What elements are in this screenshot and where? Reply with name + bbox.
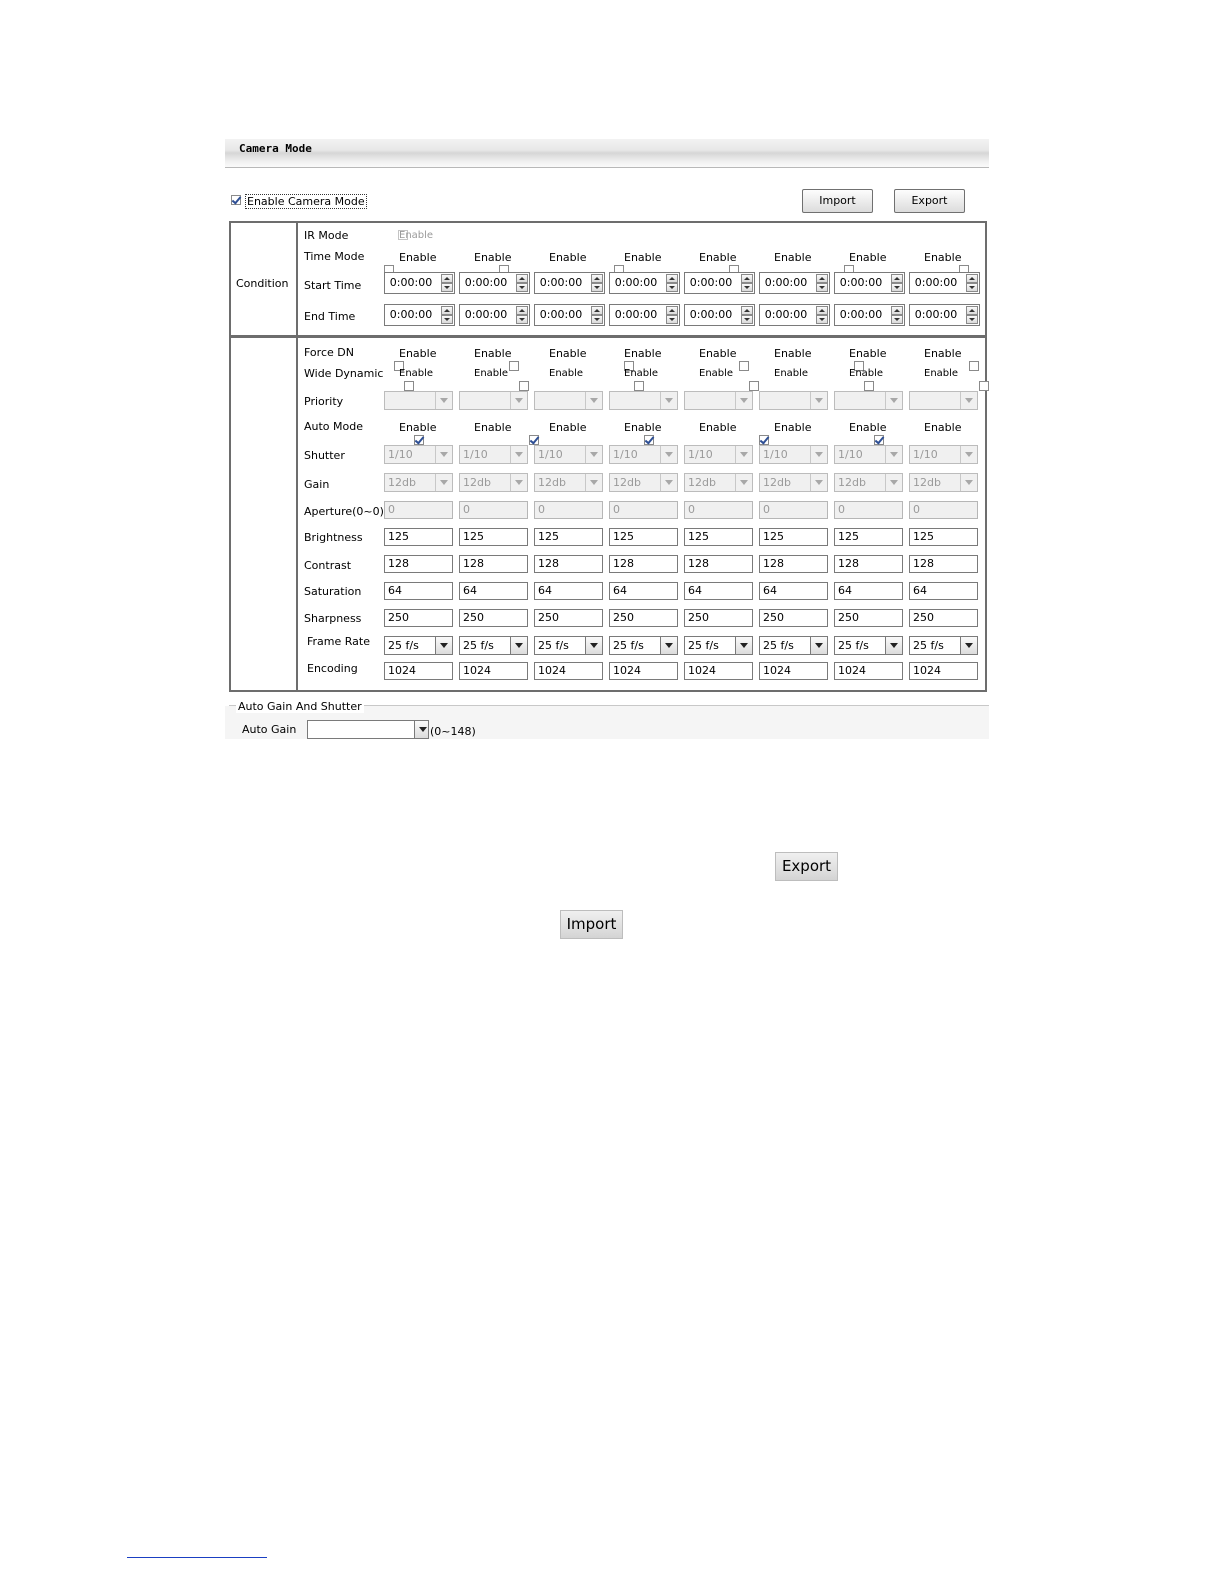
priority-8-select <box>909 391 978 410</box>
sharpness-6-field[interactable]: 250 <box>759 609 828 627</box>
saturation-1-field[interactable]: 64 <box>384 582 453 600</box>
time-mode-4-enable-label: Enable <box>624 251 662 264</box>
camera-mode-panel <box>225 139 989 739</box>
priority-3-select <box>534 391 603 410</box>
spin-up-icon[interactable] <box>816 274 828 283</box>
time-mode-7-enable-label: Enable <box>849 251 887 264</box>
chevron-down-icon[interactable] <box>585 637 602 654</box>
start-time-2-value[interactable]: 0:00:00 <box>464 276 508 289</box>
start-time-6-value[interactable]: 0:00:00 <box>764 276 808 289</box>
force-dn-3-enable-label: Enable <box>549 347 587 360</box>
spin-up-icon[interactable] <box>591 274 603 283</box>
frame-rate-8-value: 25 f/s <box>913 639 944 652</box>
time-mode-6-enable-label: Enable <box>774 251 812 264</box>
spin-up-icon[interactable] <box>891 274 903 283</box>
contrast-7-field[interactable]: 128 <box>834 555 903 573</box>
gain-7-value: 12db <box>838 476 866 489</box>
spin-down-icon[interactable] <box>741 315 753 324</box>
spin-up-icon[interactable] <box>591 306 603 315</box>
contrast-4-field[interactable]: 128 <box>609 555 678 573</box>
shutter-8-select <box>909 445 978 464</box>
aperture-2-field: 0 <box>459 501 528 519</box>
encoding-1-field[interactable]: 1024 <box>384 662 453 680</box>
auto-gain-range: (0~148) <box>430 725 476 738</box>
chevron-down-icon <box>960 474 977 491</box>
chevron-down-icon[interactable] <box>810 637 827 654</box>
saturation-4-field[interactable]: 64 <box>609 582 678 600</box>
force-dn-8-enable-label: Enable <box>924 347 962 360</box>
spin-down-icon[interactable] <box>666 315 678 324</box>
encoding-8-field[interactable]: 1024 <box>909 662 978 680</box>
aperture-1-field: 0 <box>384 501 453 519</box>
contrast-2-field[interactable]: 128 <box>459 555 528 573</box>
saturation-3-field[interactable]: 64 <box>534 582 603 600</box>
row-label-priority: Priority <box>304 395 344 408</box>
start-time-4-value[interactable]: 0:00:00 <box>614 276 658 289</box>
row-label-saturation: Saturation <box>304 585 362 598</box>
shutter-2-value: 1/10 <box>463 448 488 461</box>
shutter-5-value: 1/10 <box>688 448 713 461</box>
time-mode-3-enable-label: Enable <box>549 251 587 264</box>
chevron-down-icon <box>435 446 452 463</box>
brightness-1-field[interactable]: 125 <box>384 528 453 546</box>
start-time-8-value[interactable]: 0:00:00 <box>914 276 958 289</box>
row-label-encoding: Encoding <box>307 662 358 675</box>
end-time-2-spinbox[interactable] <box>459 304 530 326</box>
time-mode-5-enable-label: Enable <box>699 251 737 264</box>
brightness-5-field[interactable]: 125 <box>684 528 753 546</box>
frame-rate-2-select[interactable] <box>459 636 528 655</box>
saturation-8-field[interactable]: 64 <box>909 582 978 600</box>
auto-mode-2-checkbox[interactable] <box>529 435 539 445</box>
spin-up-icon[interactable] <box>966 274 978 283</box>
saturation-2-field[interactable]: 64 <box>459 582 528 600</box>
gain-5-select <box>684 473 753 492</box>
chevron-down-icon <box>435 474 452 491</box>
footer-link-underline[interactable] <box>127 1557 267 1558</box>
frame-rate-1-value: 25 f/s <box>388 639 419 652</box>
shutter-4-select <box>609 445 678 464</box>
shutter-1-select <box>384 445 453 464</box>
force-dn-6-enable-label: Enable <box>774 347 812 360</box>
frame-rate-6-select[interactable] <box>759 636 828 655</box>
wide-dynamic-2-checkbox[interactable] <box>519 381 529 391</box>
contrast-6-field[interactable]: 128 <box>759 555 828 573</box>
row-label-contrast: Contrast <box>304 559 352 572</box>
wide-dynamic-4-checkbox[interactable] <box>749 381 759 391</box>
frame-rate-7-select[interactable] <box>834 636 903 655</box>
wide-dynamic-2-enable-label: Enable <box>474 368 509 379</box>
spin-up-icon[interactable] <box>741 306 753 315</box>
chevron-down-icon <box>510 446 527 463</box>
wide-dynamic-1-enable-label: Enable <box>399 368 434 379</box>
gain-8-value: 12db <box>913 476 941 489</box>
spin-down-icon[interactable] <box>591 315 603 324</box>
import-button[interactable]: Import <box>802 189 873 213</box>
chevron-down-icon[interactable] <box>510 637 527 654</box>
spin-down-icon[interactable] <box>891 315 903 324</box>
spin-down-icon[interactable] <box>591 283 603 292</box>
end-time-3-spinbox[interactable] <box>534 304 605 326</box>
gain-1-value: 12db <box>388 476 416 489</box>
shutter-3-value: 1/10 <box>538 448 563 461</box>
chevron-down-icon <box>510 474 527 491</box>
frame-rate-7-value: 25 f/s <box>838 639 869 652</box>
auto-gain-group-legend: Auto Gain And Shutter <box>238 700 362 713</box>
enable-camera-mode-label[interactable]: Enable Camera Mode <box>247 195 365 208</box>
row-label-auto-mode: Auto Mode <box>304 420 364 433</box>
frame-rate-8-select[interactable] <box>909 636 978 655</box>
start-time-7-spinbox[interactable] <box>834 272 905 294</box>
spin-down-icon[interactable] <box>441 315 453 324</box>
contrast-3-field[interactable]: 128 <box>534 555 603 573</box>
force-dn-2-checkbox[interactable] <box>509 361 519 371</box>
end-time-3-value[interactable]: 0:00:00 <box>539 308 583 321</box>
spin-up-icon[interactable] <box>666 274 678 283</box>
spin-down-icon[interactable] <box>816 315 828 324</box>
brightness-7-field[interactable]: 125 <box>834 528 903 546</box>
spin-down-icon[interactable] <box>516 315 528 324</box>
priority-6-select <box>759 391 828 410</box>
spin-up-icon[interactable] <box>516 306 528 315</box>
force-dn-4-checkbox[interactable] <box>739 361 749 371</box>
chevron-down-icon <box>960 446 977 463</box>
encoding-3-field[interactable]: 1024 <box>534 662 603 680</box>
encoding-6-field[interactable]: 1024 <box>759 662 828 680</box>
frame-rate-5-value: 25 f/s <box>688 639 719 652</box>
frame-rate-3-select[interactable] <box>534 636 603 655</box>
gain-6-value: 12db <box>763 476 791 489</box>
wide-dynamic-6-checkbox[interactable] <box>979 381 989 391</box>
chevron-down-icon <box>585 446 602 463</box>
auto-mode-3-enable-label: Enable <box>549 421 587 434</box>
gain-2-select <box>459 473 528 492</box>
sharpness-1-field[interactable]: 250 <box>384 609 453 627</box>
spin-down-icon[interactable] <box>666 283 678 292</box>
chevron-down-icon <box>660 446 677 463</box>
aperture-3-field: 0 <box>534 501 603 519</box>
gain-2-value: 12db <box>463 476 491 489</box>
force-dn-5-enable-label: Enable <box>699 347 737 360</box>
end-time-1-spinbox[interactable] <box>384 304 455 326</box>
chevron-down-icon <box>735 474 752 491</box>
panel-title: Camera Mode <box>239 142 312 155</box>
end-time-5-value[interactable]: 0:00:00 <box>689 308 733 321</box>
start-time-4-spinbox[interactable] <box>609 272 680 294</box>
chevron-down-icon[interactable] <box>414 721 428 738</box>
spin-down-icon[interactable] <box>891 283 903 292</box>
gain-4-select <box>609 473 678 492</box>
chevron-down-icon[interactable] <box>735 637 752 654</box>
start-time-7-value[interactable]: 0:00:00 <box>839 276 883 289</box>
ir-mode-enable-label: Enable <box>399 230 434 241</box>
wide-dynamic-5-checkbox[interactable] <box>864 381 874 391</box>
gain-4-value: 12db <box>613 476 641 489</box>
row-label-sharpness: Sharpness <box>304 612 362 625</box>
end-time-4-value[interactable]: 0:00:00 <box>614 308 658 321</box>
auto-mode-4-enable-label: Enable <box>624 421 662 434</box>
priority-5-select <box>684 391 753 410</box>
wide-dynamic-4-enable-label: Enable <box>624 368 659 379</box>
chevron-down-icon <box>510 392 527 409</box>
priority-4-select <box>609 391 678 410</box>
force-dn-2-enable-label: Enable <box>474 347 512 360</box>
frame-rate-6-value: 25 f/s <box>763 639 794 652</box>
chevron-down-icon[interactable] <box>435 637 452 654</box>
spin-up-icon[interactable] <box>441 306 453 315</box>
frame-rate-4-value: 25 f/s <box>613 639 644 652</box>
enable-camera-mode-checkbox[interactable] <box>231 195 241 205</box>
row-label-frame-rate: Frame Rate <box>307 635 370 648</box>
chevron-down-icon <box>810 446 827 463</box>
chevron-down-icon <box>435 392 452 409</box>
gain-5-value: 12db <box>688 476 716 489</box>
chevron-down-icon <box>885 474 902 491</box>
auto-mode-4-checkbox[interactable] <box>759 435 769 445</box>
shutter-4-value: 1/10 <box>613 448 638 461</box>
shutter-7-select <box>834 445 903 464</box>
chevron-down-icon <box>885 392 902 409</box>
auto-mode-3-checkbox[interactable] <box>644 435 654 445</box>
gain-1-select <box>384 473 453 492</box>
start-time-5-spinbox[interactable] <box>684 272 755 294</box>
end-time-8-spinbox[interactable] <box>909 304 980 326</box>
wide-dynamic-1-checkbox[interactable] <box>404 381 414 391</box>
section-divider <box>296 336 298 692</box>
row-label-force-dn: Force DN <box>304 346 354 359</box>
spin-down-icon[interactable] <box>741 283 753 292</box>
chevron-down-icon <box>735 446 752 463</box>
time-mode-8-enable-label: Enable <box>924 251 962 264</box>
chevron-down-icon <box>660 392 677 409</box>
start-time-3-spinbox[interactable] <box>534 272 605 294</box>
row-label-time-mode: Time Mode <box>304 250 365 263</box>
start-time-1-spinbox[interactable] <box>384 272 455 294</box>
spin-up-icon[interactable] <box>741 274 753 283</box>
spin-down-icon[interactable] <box>966 315 978 324</box>
auto-mode-5-enable-label: Enable <box>699 421 737 434</box>
brightness-3-field[interactable]: 125 <box>534 528 603 546</box>
start-time-5-value[interactable]: 0:00:00 <box>689 276 733 289</box>
chevron-down-icon[interactable] <box>960 637 977 654</box>
shutter-1-value: 1/10 <box>388 448 413 461</box>
chevron-down-icon <box>660 474 677 491</box>
end-time-2-value[interactable]: 0:00:00 <box>464 308 508 321</box>
auto-mode-1-checkbox[interactable] <box>414 435 424 445</box>
sharpness-5-field[interactable]: 250 <box>684 609 753 627</box>
end-time-4-spinbox[interactable] <box>609 304 680 326</box>
shutter-7-value: 1/10 <box>838 448 863 461</box>
aperture-5-field: 0 <box>684 501 753 519</box>
import-button-standalone[interactable]: Import <box>560 910 623 939</box>
auto-mode-7-enable-label: Enable <box>849 421 887 434</box>
start-time-3-value[interactable]: 0:00:00 <box>539 276 583 289</box>
force-dn-7-enable-label: Enable <box>849 347 887 360</box>
contrast-8-field[interactable]: 128 <box>909 555 978 573</box>
auto-mode-2-enable-label: Enable <box>474 421 512 434</box>
chevron-down-icon <box>585 392 602 409</box>
end-time-7-value[interactable]: 0:00:00 <box>839 308 883 321</box>
row-label-wide-dynamic: Wide Dynamic <box>304 367 384 380</box>
auto-gain-label: Auto Gain <box>242 723 297 736</box>
spin-up-icon[interactable] <box>666 306 678 315</box>
end-time-6-value[interactable]: 0:00:00 <box>764 308 808 321</box>
export-button[interactable]: Export <box>894 189 965 213</box>
force-dn-1-enable-label: Enable <box>399 347 437 360</box>
wide-dynamic-3-checkbox[interactable] <box>634 381 644 391</box>
priority-2-select <box>459 391 528 410</box>
sharpness-4-field[interactable]: 250 <box>609 609 678 627</box>
spin-down-icon[interactable] <box>516 283 528 292</box>
wide-dynamic-5-enable-label: Enable <box>699 368 734 379</box>
frame-rate-4-select[interactable] <box>609 636 678 655</box>
sharpness-3-field[interactable]: 250 <box>534 609 603 627</box>
aperture-8-field: 0 <box>909 501 978 519</box>
auto-mode-6-enable-label: Enable <box>774 421 812 434</box>
spin-up-icon[interactable] <box>966 306 978 315</box>
chevron-down-icon[interactable] <box>660 637 677 654</box>
row-label-brightness: Brightness <box>304 531 363 544</box>
force-dn-4-enable-label: Enable <box>624 347 662 360</box>
aperture-4-field: 0 <box>609 501 678 519</box>
frame-rate-3-value: 25 f/s <box>538 639 569 652</box>
frame-rate-5-select[interactable] <box>684 636 753 655</box>
start-time-6-spinbox[interactable] <box>759 272 830 294</box>
time-mode-1-enable-label: Enable <box>399 251 437 264</box>
encoding-7-field[interactable]: 1024 <box>834 662 903 680</box>
auto-mode-8-enable-label: Enable <box>924 421 962 434</box>
aperture-6-field: 0 <box>759 501 828 519</box>
end-time-7-spinbox[interactable] <box>834 304 905 326</box>
start-time-1-value[interactable]: 0:00:00 <box>389 276 433 289</box>
gain-6-select <box>759 473 828 492</box>
wide-dynamic-7-enable-label: Enable <box>849 368 884 379</box>
chevron-down-icon <box>585 474 602 491</box>
priority-7-select <box>834 391 903 410</box>
gain-8-select <box>909 473 978 492</box>
start-time-2-spinbox[interactable] <box>459 272 530 294</box>
section-divider <box>296 221 298 337</box>
wide-dynamic-3-enable-label: Enable <box>549 368 584 379</box>
end-time-5-spinbox[interactable] <box>684 304 755 326</box>
shutter-3-select <box>534 445 603 464</box>
gain-3-value: 12db <box>538 476 566 489</box>
spin-up-icon[interactable] <box>816 306 828 315</box>
row-label-ir-mode: IR Mode <box>304 229 349 242</box>
brightness-6-field[interactable]: 125 <box>759 528 828 546</box>
row-label-shutter: Shutter <box>304 449 345 462</box>
wide-dynamic-6-enable-label: Enable <box>774 368 809 379</box>
brightness-2-field[interactable]: 125 <box>459 528 528 546</box>
spin-up-icon[interactable] <box>516 274 528 283</box>
row-label-start-time: Start Time <box>304 279 362 292</box>
priority-1-select <box>384 391 453 410</box>
spin-up-icon[interactable] <box>891 306 903 315</box>
gain-7-select <box>834 473 903 492</box>
auto-mode-1-enable-label: Enable <box>399 421 437 434</box>
sharpness-8-field[interactable]: 250 <box>909 609 978 627</box>
saturation-6-field[interactable]: 64 <box>759 582 828 600</box>
frame-rate-2-value: 25 f/s <box>463 639 494 652</box>
sharpness-2-field[interactable]: 250 <box>459 609 528 627</box>
encoding-4-field[interactable]: 1024 <box>609 662 678 680</box>
shutter-2-select <box>459 445 528 464</box>
chevron-down-icon <box>810 474 827 491</box>
shutter-6-select <box>759 445 828 464</box>
aperture-7-field: 0 <box>834 501 903 519</box>
shutter-6-value: 1/10 <box>763 448 788 461</box>
shutter-5-select <box>684 445 753 464</box>
spin-down-icon[interactable] <box>441 283 453 292</box>
chevron-down-icon <box>885 446 902 463</box>
brightness-4-field[interactable]: 125 <box>609 528 678 546</box>
export-button-standalone[interactable]: Export <box>775 852 838 881</box>
row-label-gain: Gain <box>304 478 330 491</box>
encoding-2-field[interactable]: 1024 <box>459 662 528 680</box>
shutter-8-value: 1/10 <box>913 448 938 461</box>
end-time-1-value[interactable]: 0:00:00 <box>389 308 433 321</box>
brightness-8-field[interactable]: 125 <box>909 528 978 546</box>
spin-up-icon[interactable] <box>441 274 453 283</box>
chevron-down-icon[interactable] <box>885 637 902 654</box>
contrast-5-field[interactable]: 128 <box>684 555 753 573</box>
sharpness-7-field[interactable]: 250 <box>834 609 903 627</box>
encoding-5-field[interactable]: 1024 <box>684 662 753 680</box>
start-time-8-spinbox[interactable] <box>909 272 980 294</box>
force-dn-6-checkbox[interactable] <box>969 361 979 371</box>
condition-label: Condition <box>236 277 289 290</box>
chevron-down-icon <box>810 392 827 409</box>
contrast-1-field[interactable]: 128 <box>384 555 453 573</box>
chevron-down-icon <box>735 392 752 409</box>
gain-3-select <box>534 473 603 492</box>
end-time-6-spinbox[interactable] <box>759 304 830 326</box>
row-label-aperture: Aperture(0~0) <box>304 505 384 518</box>
frame-rate-1-select[interactable] <box>384 636 453 655</box>
chevron-down-icon <box>960 392 977 409</box>
auto-gain-select[interactable] <box>307 720 429 739</box>
saturation-7-field[interactable]: 64 <box>834 582 903 600</box>
end-time-8-value[interactable]: 0:00:00 <box>914 308 958 321</box>
row-label-end-time: End Time <box>304 310 356 323</box>
spin-down-icon[interactable] <box>966 283 978 292</box>
auto-mode-5-checkbox[interactable] <box>874 435 884 445</box>
time-mode-2-enable-label: Enable <box>474 251 512 264</box>
saturation-5-field[interactable]: 64 <box>684 582 753 600</box>
panel-title-bar <box>225 139 989 168</box>
wide-dynamic-8-enable-label: Enable <box>924 368 959 379</box>
spin-down-icon[interactable] <box>816 283 828 292</box>
